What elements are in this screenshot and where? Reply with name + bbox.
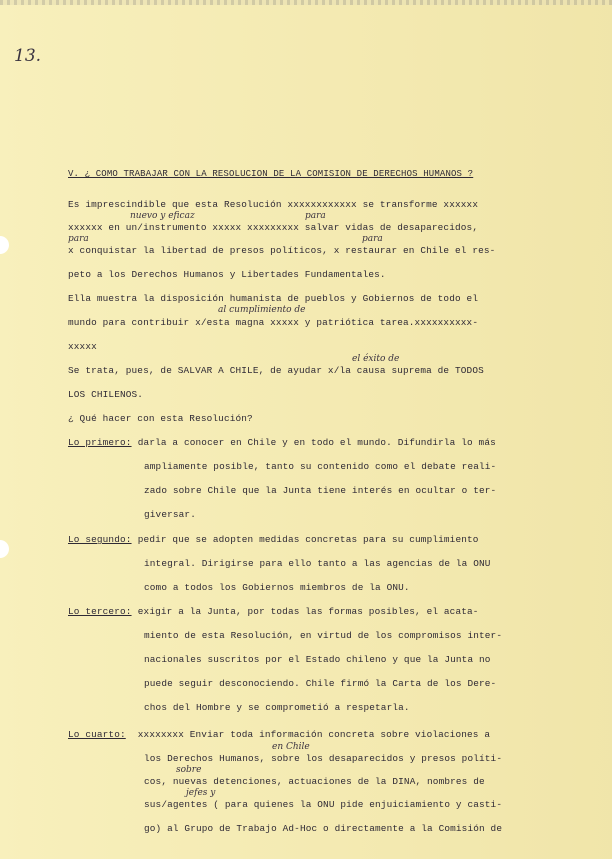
item1-line1: darla a conocer en Chile y en todo el mundo. Difundirla lo más (132, 437, 496, 448)
para1-handwritten-4: para (362, 234, 383, 244)
item4-handwritten-1: en Chile (272, 742, 310, 752)
item4-line3: cos, nuevas detenciones, actuaciones de la DINA, nombres de (144, 776, 485, 787)
item3-line4: puede seguir desconociendo. Chile firmó la Carta de los Dere- (144, 678, 497, 689)
punch-hole-lower (0, 540, 9, 558)
item4-line1: xxxxxxxx Enviar toda información concreta sobre violaciones a (132, 729, 491, 740)
para1-handwritten-3: para (68, 234, 89, 244)
para2-line2: mundo para contribuir x/esta magna xxxxx y patriótica tarea.xxxxxxxxxx- (68, 317, 479, 328)
item4-handwritten-2: sobre (176, 765, 202, 775)
item1-line3: zado sobre Chile que la Junta tiene interés en ocultar o ter- (144, 485, 497, 496)
item1-line4: giversar. (144, 509, 196, 520)
para1-line1: Es imprescindible que esta Resolución xxxxxxxxxxxx se transforme xxxxxx (68, 199, 479, 210)
para1-handwritten-1: nuevo y eficaz (130, 211, 195, 221)
para2-line3: xxxxx (68, 341, 97, 352)
item2-line1: pedir que se adopten medidas concretas para su cumplimiento (132, 534, 479, 545)
para2-handwritten-1: al cumplimiento de (218, 305, 306, 315)
top-edge (0, 0, 612, 5)
section-heading: V. ¿ COMO TRABAJAR CON LA RESOLUCION DE LA COMISION DE DERECHOS HUMANOS ? (68, 169, 474, 179)
item1-label: Lo primero: (68, 437, 132, 448)
item1-line2: ampliamente posible, tanto su contenido como el debate reali- (144, 461, 497, 472)
page-number: 13. (14, 46, 42, 66)
para2-line1: Ella muestra la disposición humanista de pueblos y Gobiernos de todo el (68, 293, 479, 304)
item4-line4: sus/agentes ( para quienes la ONU pide enjuiciamiento y casti- (144, 799, 503, 810)
question-line: ¿ Qué hacer con esta Resolución? (68, 413, 253, 424)
item3-line5: chos del Hombre y se comprometió a respetarla. (144, 702, 410, 713)
item4-line2: los Derechos Humanos, sobre los desaparecidos y presos políti- (144, 753, 503, 764)
para1-handwritten-2: para (305, 211, 326, 221)
item2-line3: como a todos los Gobiernos miembros de la ONU. (144, 582, 410, 593)
item3-line1: exigir a la Junta, por todas las formas posibles, el acata- (132, 606, 479, 617)
item3-line2: miento de esta Resolución, en virtud de los compromisos inter- (144, 630, 503, 641)
para3-line1: Se trata, pues, de SALVAR A CHILE, de ayudar x/la causa suprema de TODOS (68, 365, 484, 376)
para1-line3: x conquistar la libertad de presos políticos, x restaurar en Chile el res- (68, 245, 496, 256)
para3-handwritten-1: el éxito de (352, 354, 400, 364)
item4-label: Lo cuarto: (68, 729, 126, 740)
para3-line2: LOS CHILENOS. (68, 389, 144, 400)
item2-line2: integral. Dirigirse para ello tanto a las agencias de la ONU (144, 558, 491, 569)
item3-label: Lo tercero: (68, 606, 132, 617)
punch-hole-upper (0, 236, 9, 254)
item4-handwritten-3: jefes y (186, 788, 216, 798)
item4-line5: go) al Grupo de Trabajo Ad-Hoc o directamente a la Comisión de (144, 823, 503, 834)
para1-line2: xxxxxx en un/instrumento xxxxx xxxxxxxxx salvar vidas de desaparecidos, (68, 222, 479, 233)
item2-label: Lo segundo: (68, 534, 132, 545)
item3-line3: nacionales suscritos por el Estado chileno y que la Junta no (144, 654, 491, 665)
para1-line4: peto a los Derechos Humanos y Libertades Fundamentales. (68, 269, 386, 280)
